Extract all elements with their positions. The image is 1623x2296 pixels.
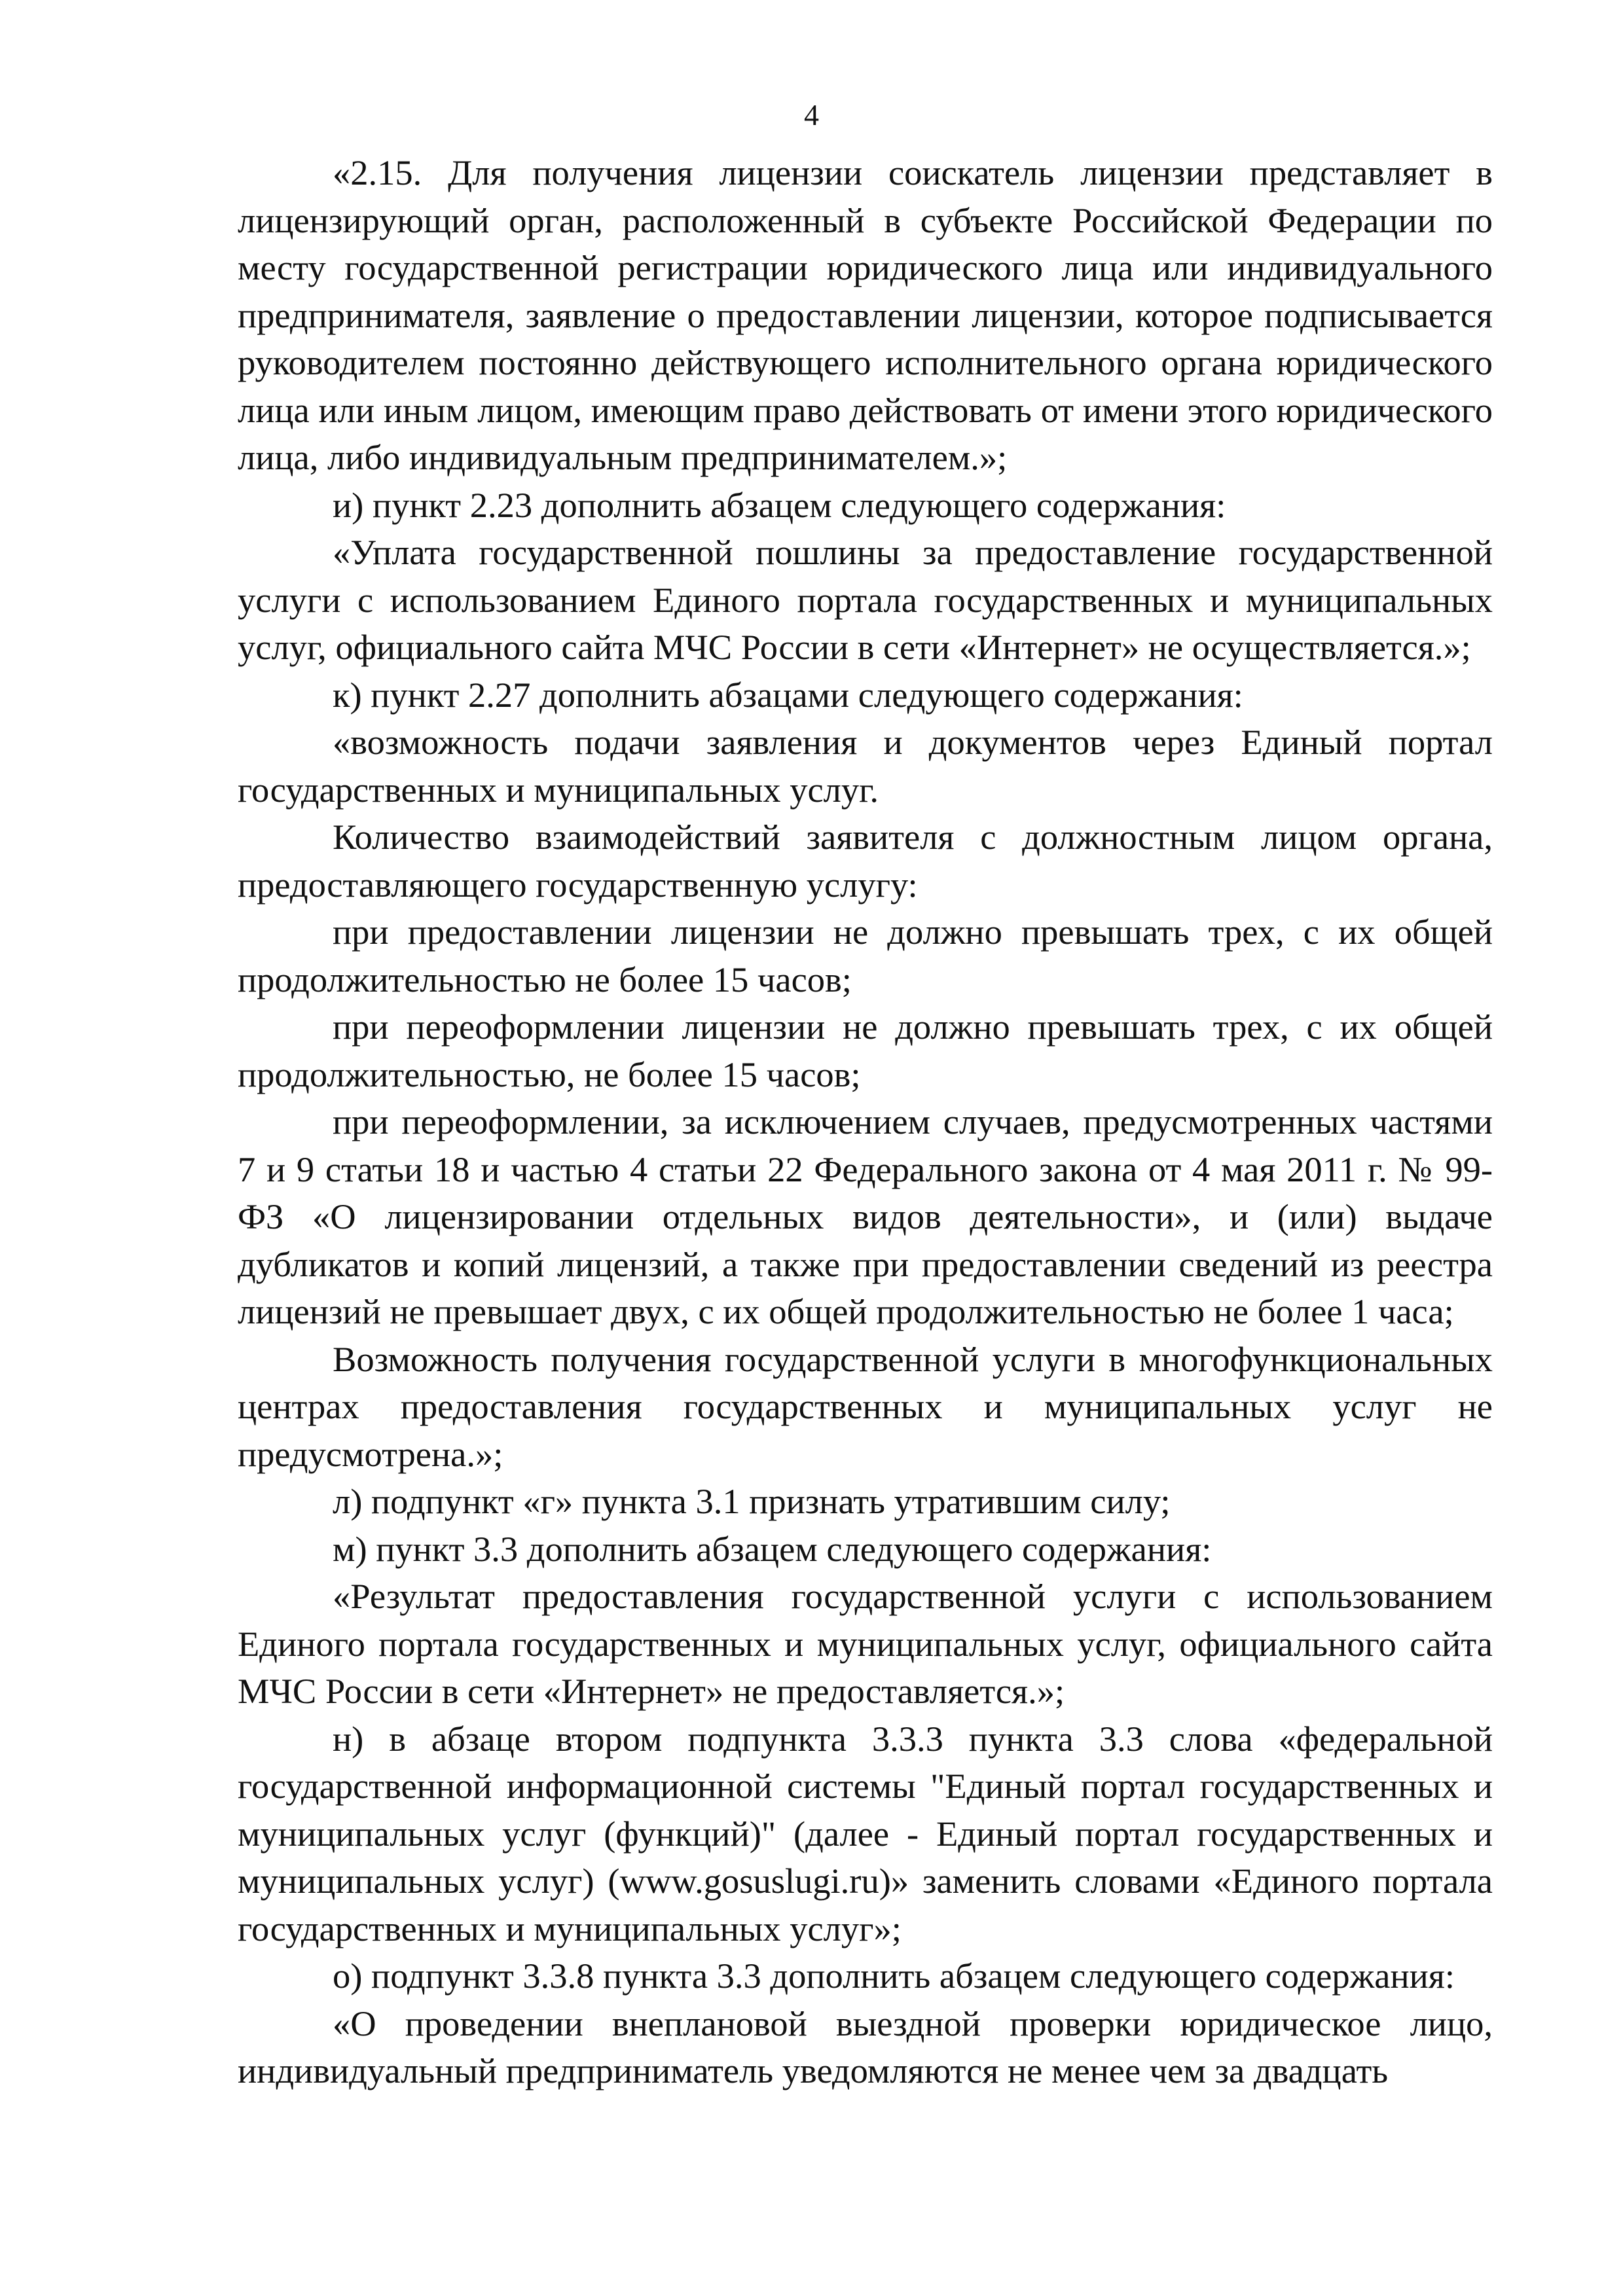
- paragraph-item-n: н) в абзаце втором подпункта 3.3.3 пункта 3.3 слова «федеральной государственной информационной системы "Единый портал государственных и муниципальных услуг (функций)" (далее - Единый портал государственных и муниципальных услуг) (www.gosuslugi.ru)» заменить словами «Единого портала государственных и муниципальных услуг»;: [238, 1718, 1493, 1948]
- paragraph-item-o: о) подпункт 3.3.8 пункта 3.3 дополнить абзацем следующего содержания:: [333, 1956, 1455, 1996]
- page-number: 4: [804, 98, 819, 132]
- paragraph-license-reissue: при переоформлении лицензии не должно превышать трех, с их общей продолжительностью, не более 15 часов;: [238, 1007, 1493, 1094]
- paragraph-quote-inspection: «О проведении внеплановой выездной проверки юридическое лицо, индивидуальный предприниматель уведомляются не менее чем за двадцать: [238, 2003, 1493, 2090]
- paragraph-quote-result: «Результат предоставления государственной услуги с использованием Единого портала государственных и муниципальных услуг, официального сайта МЧС России в сети «Интернет» не предоставляется.»;: [238, 1576, 1493, 1711]
- document-body: [238, 149, 1493, 2095]
- paragraph-item-i: и) пункт 2.23 дополнить абзацем следующего содержания:: [333, 484, 1226, 525]
- paragraph-item-m: м) пункт 3.3 дополнить абзацем следующего содержания:: [333, 1528, 1212, 1569]
- paragraph-item-k: к) пункт 2.27 дополнить абзацами следующего содержания:: [333, 674, 1243, 715]
- paragraph-reissue-exceptions: при переоформлении, за исключением случаев, предусмотренных частями 7 и 9 статьи 18 и частью 4 статьи 22 Федерального закона от 4 мая 2011 г. № 99-ФЗ «О лицензировании отдельных видов деятельности», и (или) выдаче дубликатов и копий лицензий, а также при предоставлении сведений из реестра лицензий не превышает двух, с их общей продолжительностью не более 1 часа;: [238, 1102, 1493, 1331]
- paragraph-quote-fee: «Уплата государственной пошлины за предоставление государственной услуги с использованием Единого портала государственных и муниципальных услуг, официального сайта МЧС России в сети «Интернет» не осуществляется.»;: [238, 532, 1493, 667]
- paragraph-interactions-count: Количество взаимодействий заявителя с должностным лицом органа, предоставляющего государственную услугу:: [238, 817, 1493, 905]
- paragraph-item-l: л) подпункт «г» пункта 3.1 признать утратившим силу;: [333, 1481, 1171, 1521]
- paragraph-portal-possibility: «возможность подачи заявления и документов через Единый портал государственных и муниципальных услуг.: [238, 722, 1493, 810]
- paragraph-mfc: Возможность получения государственной услуги в многофункциональных центрах предоставления государственных и муниципальных услуг не предусмотрена.»;: [238, 1338, 1493, 1474]
- paragraph-2-15: «2.15. Для получения лицензии соискатель лицензии представляет в лицензирующий орган, расположенный в субъекте Российской Федерации по месту государственной регистрации юридического лица или индивидуального предпринимателя, заявление о предоставлении лицензии, которое подписывается руководителем постоянно действующего исполнительного органа юридического лица или иным лицом, имеющим право действовать от имени этого юридического лица, либо индивидуальным предпринимателем.»;: [238, 152, 1493, 477]
- paragraph-license-issue: при предоставлении лицензии не должно превышать трех, с их общей продолжительностью не более 15 часов;: [238, 912, 1493, 999]
